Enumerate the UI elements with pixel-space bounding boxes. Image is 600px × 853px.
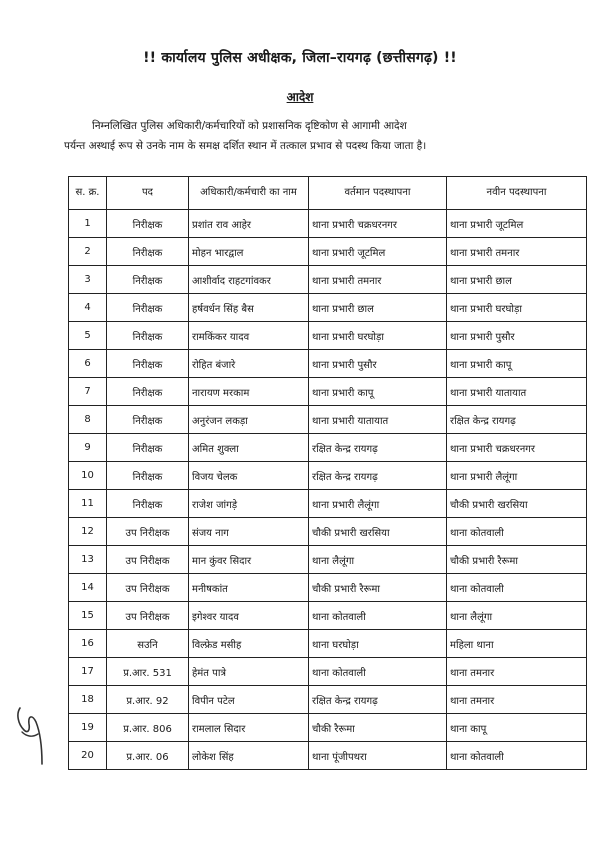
cell-sno: 18: [69, 686, 107, 714]
cell-sno: 13: [69, 546, 107, 574]
cell-name: मान कुंवर सिदार: [189, 546, 309, 574]
cell-current-posting: रक्षित केन्द्र रायगढ़: [309, 434, 447, 462]
header-new-posting: नवीन पदस्थापना: [447, 177, 587, 210]
cell-sno: 14: [69, 574, 107, 602]
cell-post: सउनि: [107, 630, 189, 658]
cell-name: रामलाल सिदार: [189, 714, 309, 742]
cell-current-posting: थाना प्रभारी यातायात: [309, 406, 447, 434]
header-name: अधिकारी/कर्मचारी का नाम: [189, 177, 309, 210]
cell-sno: 7: [69, 378, 107, 406]
cell-sno: 6: [69, 350, 107, 378]
cell-name: हेमंत पात्रे: [189, 658, 309, 686]
cell-current-posting: थाना लैलूंगा: [309, 546, 447, 574]
cell-name: आशीर्वाद राहटगांवकर: [189, 266, 309, 294]
cell-current-posting: थाना कोतवाली: [309, 602, 447, 630]
cell-post: उप निरीक्षक: [107, 602, 189, 630]
cell-new-posting: थाना प्रभारी लैलूंगा: [447, 462, 587, 490]
posting-table: [68, 176, 587, 770]
table-row: [69, 518, 587, 546]
table-row: [69, 686, 587, 714]
cell-post: निरीक्षक: [107, 266, 189, 294]
cell-current-posting: थाना प्रभारी पुसौर: [309, 350, 447, 378]
table-row: [69, 546, 587, 574]
signature-mark: [12, 700, 52, 770]
cell-post: निरीक्षक: [107, 490, 189, 518]
table-body: [69, 210, 587, 770]
cell-name: संजय नाग: [189, 518, 309, 546]
cell-name: नारायण मरकाम: [189, 378, 309, 406]
cell-post: निरीक्षक: [107, 350, 189, 378]
header-sno: स. क्र.: [69, 177, 107, 210]
table-row: [69, 630, 587, 658]
cell-name: विल्फ्रेड मसीह: [189, 630, 309, 658]
cell-sno: 2: [69, 238, 107, 266]
cell-sno: 8: [69, 406, 107, 434]
cell-name: प्रशांत राव आहेर: [189, 210, 309, 238]
cell-sno: 9: [69, 434, 107, 462]
cell-new-posting: थाना तमनार: [447, 686, 587, 714]
header-current-posting: वर्तमान पदस्थापना: [309, 177, 447, 210]
cell-current-posting: थाना प्रभारी तमनार: [309, 266, 447, 294]
cell-post: निरीक्षक: [107, 406, 189, 434]
cell-sno: 17: [69, 658, 107, 686]
table-row: [69, 658, 587, 686]
cell-new-posting: थाना प्रभारी घरघोड़ा: [447, 294, 587, 322]
order-heading-text: आदेश: [286, 90, 314, 104]
cell-name: विपीन पटेल: [189, 686, 309, 714]
cell-name: राजेश जांगड़े: [189, 490, 309, 518]
cell-name: अमित शुक्ला: [189, 434, 309, 462]
cell-new-posting: चौकी प्रभारी रैरूमा: [447, 546, 587, 574]
table-header-row: [69, 177, 587, 210]
cell-new-posting: थाना कोतवाली: [447, 574, 587, 602]
cell-current-posting: थाना प्रभारी जूटमिल: [309, 238, 447, 266]
cell-new-posting: चौकी प्रभारी खरसिया: [447, 490, 587, 518]
cell-sno: 5: [69, 322, 107, 350]
cell-sno: 3: [69, 266, 107, 294]
cell-sno: 19: [69, 714, 107, 742]
cell-new-posting: रक्षित केन्द्र रायगढ़: [447, 406, 587, 434]
cell-sno: 4: [69, 294, 107, 322]
cell-post: प्र.आर. 531: [107, 658, 189, 686]
cell-new-posting: थाना कापू: [447, 714, 587, 742]
cell-new-posting: थाना प्रभारी यातायात: [447, 378, 587, 406]
cell-name: हर्षवर्धन सिंह बैस: [189, 294, 309, 322]
cell-current-posting: थाना प्रभारी कापू: [309, 378, 447, 406]
table-row: [69, 266, 587, 294]
table-row: [69, 742, 587, 770]
cell-name: मोहन भारद्वाल: [189, 238, 309, 266]
cell-name: रामकिंकर यादव: [189, 322, 309, 350]
cell-current-posting: थाना घरघोड़ा: [309, 630, 447, 658]
table-row: [69, 490, 587, 518]
cell-post: निरीक्षक: [107, 238, 189, 266]
cell-name: विजय चेलक: [189, 462, 309, 490]
cell-post: निरीक्षक: [107, 434, 189, 462]
header-post: पद: [107, 177, 189, 210]
cell-current-posting: थाना प्रभारी छाल: [309, 294, 447, 322]
cell-new-posting: थाना तमनार: [447, 658, 587, 686]
table-row: [69, 350, 587, 378]
cell-sno: 12: [69, 518, 107, 546]
cell-current-posting: थाना प्रभारी लैलूंगा: [309, 490, 447, 518]
cell-new-posting: थाना प्रभारी पुसौर: [447, 322, 587, 350]
table-row: [69, 462, 587, 490]
cell-name: मनीषकांत: [189, 574, 309, 602]
cell-post: प्र.आर. 806: [107, 714, 189, 742]
cell-current-posting: चौकी प्रभारी रैरूमा: [309, 574, 447, 602]
order-paragraph: [64, 116, 584, 156]
cell-current-posting: रक्षित केन्द्र रायगढ़: [309, 686, 447, 714]
cell-sno: 11: [69, 490, 107, 518]
cell-new-posting: थाना प्रभारी चक्रधरनगर: [447, 434, 587, 462]
cell-new-posting: थाना कोतवाली: [447, 518, 587, 546]
cell-new-posting: थाना प्रभारी जूटमिल: [447, 210, 587, 238]
cell-current-posting: थाना पूंजीपथरा: [309, 742, 447, 770]
table-row: [69, 378, 587, 406]
table-row: [69, 602, 587, 630]
table-row: [69, 406, 587, 434]
cell-post: निरीक्षक: [107, 378, 189, 406]
table-row: [69, 210, 587, 238]
cell-current-posting: चौकी प्रभारी खरसिया: [309, 518, 447, 546]
cell-sno: 1: [69, 210, 107, 238]
cell-post: प्र.आर. 92: [107, 686, 189, 714]
cell-post: उप निरीक्षक: [107, 518, 189, 546]
cell-post: निरीक्षक: [107, 322, 189, 350]
cell-post: निरीक्षक: [107, 294, 189, 322]
cell-name: इगेश्वर यादव: [189, 602, 309, 630]
cell-new-posting: थाना प्रभारी कापू: [447, 350, 587, 378]
cell-new-posting: थाना प्रभारी छाल: [447, 266, 587, 294]
cell-current-posting: चौकी रैरूमा: [309, 714, 447, 742]
cell-post: निरीक्षक: [107, 210, 189, 238]
cell-new-posting: थाना कोतवाली: [447, 742, 587, 770]
cell-name: रोहित बंजारे: [189, 350, 309, 378]
cell-sno: 16: [69, 630, 107, 658]
cell-sno: 15: [69, 602, 107, 630]
cell-current-posting: थाना प्रभारी घरघोड़ा: [309, 322, 447, 350]
cell-post: प्र.आर. 06: [107, 742, 189, 770]
table-row: [69, 714, 587, 742]
cell-new-posting: महिला थाना: [447, 630, 587, 658]
paragraph-line-1: निम्नलिखित पुलिस अधिकारी/कर्मचारियों को प्रशासनिक दृष्टिकोण से आगामी आदेश: [92, 120, 407, 132]
cell-sno: 20: [69, 742, 107, 770]
cell-name: अनुरंजन लकड़ा: [189, 406, 309, 434]
table-row: [69, 238, 587, 266]
office-title: !! कार्यालय पुलिस अधीक्षक, जिला–रायगढ़ (छत्तीसगढ़) !!: [143, 50, 457, 66]
cell-current-posting: रक्षित केन्द्र रायगढ़: [309, 462, 447, 490]
order-heading: [0, 88, 600, 105]
cell-new-posting: थाना लैलूंगा: [447, 602, 587, 630]
cell-name: लोकेश सिंह: [189, 742, 309, 770]
cell-post: उप निरीक्षक: [107, 546, 189, 574]
cell-current-posting: थाना प्रभारी चक्रधरनगर: [309, 210, 447, 238]
paragraph-line-2: पर्यन्त अस्थाई रूप से उनके नाम के समक्ष दर्शित स्थान में तत्काल प्रभाव से पदस्थ किया जाता है।: [64, 140, 427, 152]
cell-post: निरीक्षक: [107, 462, 189, 490]
cell-new-posting: थाना प्रभारी तमनार: [447, 238, 587, 266]
table-row: [69, 574, 587, 602]
table-row: [69, 294, 587, 322]
table-row: [69, 434, 587, 462]
cell-current-posting: थाना कोतवाली: [309, 658, 447, 686]
cell-sno: 10: [69, 462, 107, 490]
cell-post: उप निरीक्षक: [107, 574, 189, 602]
table-row: [69, 322, 587, 350]
